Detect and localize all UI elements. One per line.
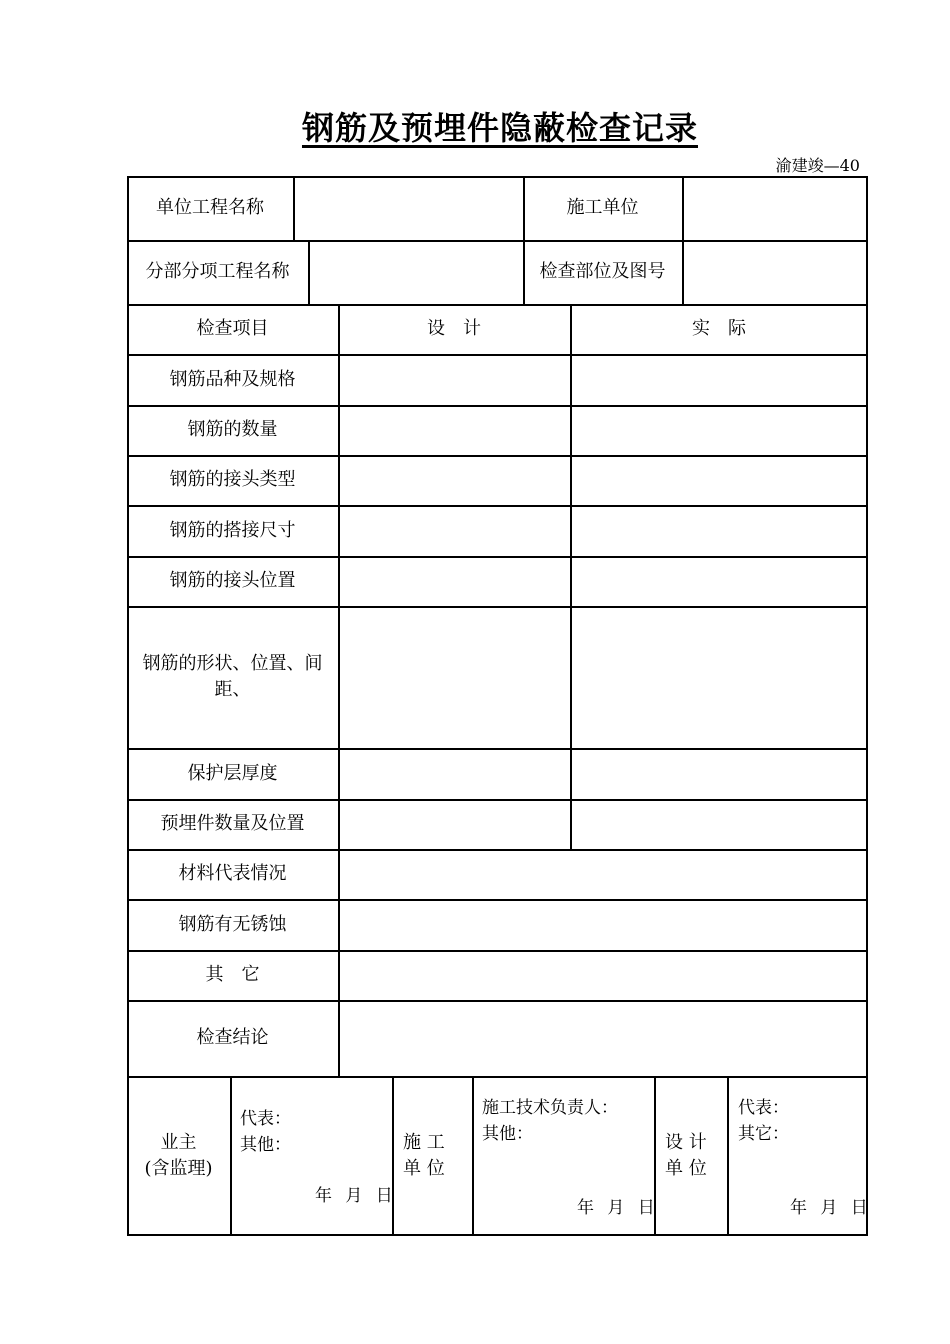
column-header-actual: 实 际 — [692, 318, 746, 339]
construction-tech-lead: 施工技术负责人： — [482, 1098, 618, 1118]
construction-unit-label: 施工单位 — [566, 197, 639, 218]
owner-other: 其他： — [240, 1135, 291, 1155]
col-divider — [338, 304, 340, 1076]
sub-project-name-label: 分部分项工程名称 — [145, 261, 290, 282]
full-row-label: 其 它 — [205, 964, 260, 985]
construction-unit-field[interactable] — [683, 176, 868, 240]
design-unit-sign-label — [654, 1076, 716, 1236]
owner-date: 年 月 日 — [315, 1186, 397, 1206]
item-label: 钢筋的搭接尺寸 — [169, 519, 296, 541]
inspection-location-field[interactable] — [683, 240, 868, 304]
design-other: 其它： — [738, 1124, 789, 1144]
unit-project-name-field[interactable] — [294, 176, 523, 240]
construction-unit-sign-label — [392, 1076, 452, 1236]
construction-label-line2: 单 位 — [403, 1158, 445, 1179]
col-divider — [472, 1076, 474, 1236]
col-divider — [727, 1076, 729, 1236]
construction-other: 其他： — [482, 1124, 533, 1144]
design-label-line2: 单 位 — [665, 1158, 707, 1179]
owner-label-line2: (含监理) — [144, 1158, 213, 1179]
sub-project-name-field[interactable] — [309, 240, 523, 304]
col-divider — [230, 1076, 232, 1236]
owner-label-line1: 业主 — [160, 1132, 197, 1153]
column-header-item: 检查项目 — [196, 318, 269, 339]
item-label: 保护层厚度 — [187, 762, 278, 784]
item-label: 钢筋的接头位置 — [169, 570, 296, 591]
document-title: 钢筋及预埋件隐蔽检查记录 — [301, 109, 698, 147]
column-header-design: 设 计 — [427, 318, 481, 339]
item-label: 钢筋的数量 — [187, 419, 278, 440]
construction-date: 年 月 日 — [577, 1198, 659, 1218]
unit-project-name-label: 单位工程名称 — [156, 197, 264, 218]
item-label: 钢筋的形状、位置、间距、 — [142, 653, 323, 700]
form-code: 渝建竣—40 — [775, 156, 860, 175]
conclusion-label: 检查结论 — [196, 1027, 269, 1048]
inspection-location-label: 检查部位及图号 — [539, 261, 666, 282]
construction-label-line1: 施 工 — [403, 1132, 445, 1153]
full-row-label: 材料代表情况 — [178, 863, 287, 884]
full-row-label: 钢筋有无锈蚀 — [178, 913, 287, 935]
owner-label — [127, 1076, 230, 1236]
design-date: 年 月 日 — [790, 1198, 872, 1218]
item-label: 钢筋的接头类型 — [169, 469, 296, 490]
owner-representative: 代表： — [240, 1109, 291, 1129]
item-label: 钢筋品种及规格 — [169, 368, 296, 390]
item-label: 预埋件数量及位置 — [160, 813, 305, 834]
col-divider — [570, 304, 572, 849]
design-label-line1: 设 计 — [665, 1132, 707, 1153]
design-representative: 代表： — [738, 1098, 789, 1118]
row-divider — [127, 1076, 868, 1078]
